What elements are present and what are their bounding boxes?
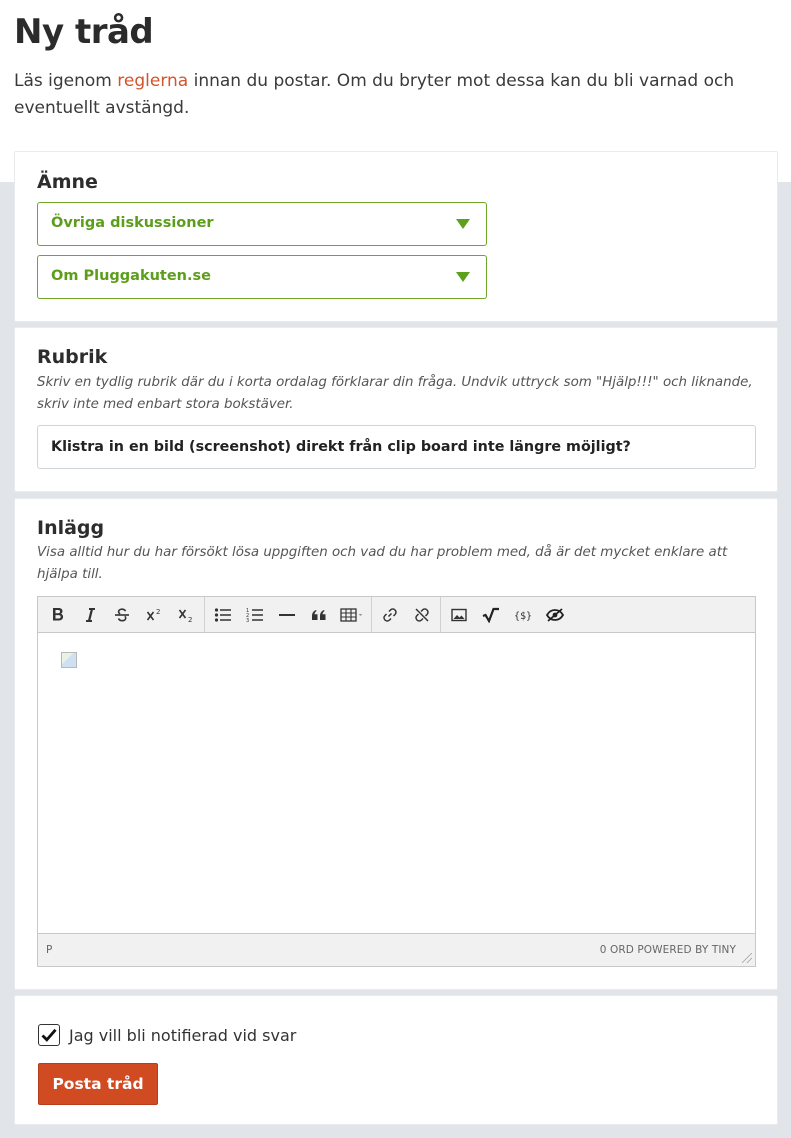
notify-checkbox[interactable] <box>38 1024 60 1046</box>
format-group <box>40 597 205 633</box>
subscript-icon[interactable] <box>170 600 202 630</box>
post-title: Inlägg <box>37 517 105 539</box>
svg-text:{$}: {$} <box>514 610 532 622</box>
notify-row <box>38 1024 296 1046</box>
rich-text-editor <box>37 596 756 967</box>
element-path[interactable]: P <box>46 944 53 956</box>
svg-text:3: 3 <box>246 617 250 623</box>
math-icon[interactable] <box>475 600 507 630</box>
headline-card <box>14 327 778 492</box>
checkmark-icon <box>41 1028 57 1042</box>
svg-text:2: 2 <box>156 607 161 616</box>
subcategory-select[interactable] <box>37 255 487 299</box>
submit-card <box>14 995 778 1125</box>
superscript-icon[interactable] <box>138 600 170 630</box>
resize-handle-icon[interactable] <box>742 953 752 963</box>
table-icon[interactable] <box>335 600 369 630</box>
bullet-list-icon[interactable] <box>207 600 239 630</box>
page-header <box>14 12 784 122</box>
blockquote-icon[interactable] <box>303 600 335 630</box>
category-select-value: Övriga diskussioner <box>51 215 214 231</box>
page-title: Ny tråd <box>14 12 154 52</box>
headline-input[interactable]: Klistra in en bild (screenshot) direkt från clip board inte längre möjligt? <box>37 425 756 469</box>
broken-image-icon <box>61 652 77 668</box>
intro-text-start: Läs igenom <box>14 71 118 91</box>
notify-label: Jag vill bli notifierad vid svar <box>69 1025 297 1045</box>
post-card <box>14 498 778 990</box>
editor-content-area[interactable] <box>38 633 755 933</box>
dropdown-arrow-icon <box>456 272 470 282</box>
subject-card <box>14 151 778 322</box>
headline-title: Rubrik <box>37 346 108 368</box>
word-count: 0 ORD POWERED BY TINY <box>599 944 736 956</box>
category-select[interactable] <box>37 202 487 246</box>
unlink-icon[interactable] <box>406 600 438 630</box>
post-help-text: Visa alltid hur du har försökt lösa uppgiften och vad du har problem med, då är det mycket enklare att hjälpa till. <box>37 545 728 582</box>
rules-link[interactable]: reglerna <box>117 71 189 91</box>
code-icon[interactable] <box>507 600 539 630</box>
subject-title: Ämne <box>37 171 98 193</box>
horizontal-rule-icon[interactable] <box>271 600 303 630</box>
intro-text-end: innan du postar. Om du bryter mot dessa kan du bli varnad och eventuellt avstängd. <box>14 71 735 118</box>
strikethrough-icon[interactable] <box>106 600 138 630</box>
subcategory-select-value: Om Pluggakuten.se <box>51 268 211 284</box>
block-group <box>205 597 372 633</box>
link-icon[interactable] <box>374 600 406 630</box>
hidden-icon[interactable] <box>539 600 571 630</box>
svg-text:2: 2 <box>188 615 193 623</box>
dropdown-arrow-icon <box>456 219 470 229</box>
editor-toolbar <box>38 597 755 633</box>
numbered-list-icon[interactable] <box>239 600 271 630</box>
link-group <box>372 597 441 633</box>
intro-text <box>14 68 782 122</box>
insert-group <box>441 597 573 633</box>
svg-text:1: 1 <box>246 607 250 614</box>
italic-icon[interactable] <box>74 600 106 630</box>
editor-statusbar <box>38 933 755 966</box>
bold-icon[interactable] <box>42 600 74 630</box>
image-icon[interactable] <box>443 600 475 630</box>
headline-help-text: Skriv en tydlig rubrik där du i korta ordalag förklarar din fråga. Undvik uttryck som "Hjälp!!!" och liknande, skriv inte med enbart stora bokstäver. <box>37 375 753 412</box>
svg-text:2: 2 <box>246 612 250 619</box>
post-thread-button[interactable]: Posta tråd <box>38 1063 158 1105</box>
